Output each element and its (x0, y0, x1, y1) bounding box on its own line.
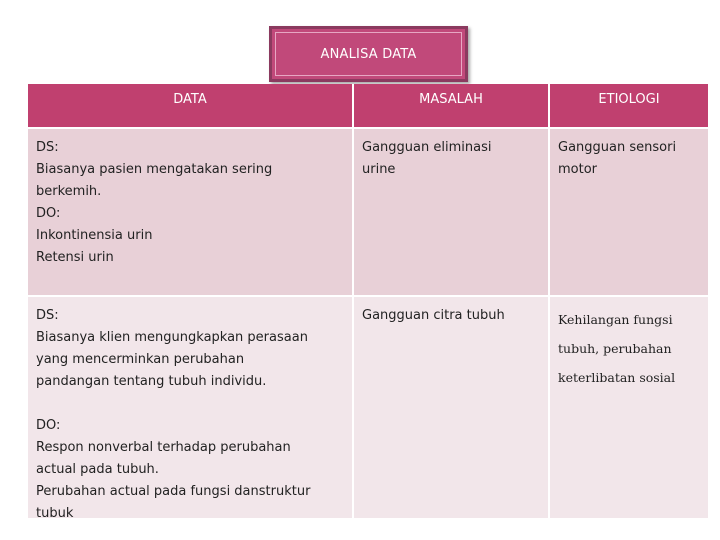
analysis-table (28, 84, 708, 521)
header-data-label: DATA (173, 92, 207, 107)
row1-data-line: DO: (36, 206, 61, 221)
row1-data-line: Retensi urin (36, 250, 114, 265)
row2-data-cell (28, 295, 354, 521)
row2-data-spacer (36, 393, 344, 415)
header-masalah-label: MASALAH (419, 92, 483, 107)
row2-data-line: Biasanya klien mengungkapkan perasaan (36, 330, 308, 345)
row1-etiologi-cell (550, 127, 708, 295)
row1-data-line: berkemih. (36, 184, 102, 199)
row2-data-line: yang mencerminkan perubahan (36, 352, 245, 367)
row2-data-line: DO: (36, 418, 61, 433)
row1-masalah-cell (354, 127, 550, 295)
row1-data-line: DS: (36, 140, 59, 155)
row2-etiologi-line: Kehilangan fungsi (558, 312, 673, 327)
row1-masalah-line: urine (362, 162, 396, 177)
row2-masalah-cell (354, 295, 550, 518)
row1-data-cell (28, 127, 354, 295)
header-masalah (354, 84, 550, 127)
row2-etiologi-line: tubuh, perubahan (558, 341, 672, 356)
row2-etiologi-line: keterlibatan sosial (558, 370, 676, 385)
row2-data-line: Perubahan actual pada fungsi danstruktur (36, 484, 311, 499)
row1-masalah-line: Gangguan eliminasi (362, 140, 492, 155)
page-title: ANALISA DATA (320, 46, 417, 62)
row2-data-line: DS: (36, 308, 59, 323)
title-box (269, 26, 468, 82)
header-etiologi-label: ETIOLOGI (598, 92, 660, 107)
row1-etiologi-line: Gangguan sensori (558, 140, 677, 155)
row2-data-line: actual pada tubuh. (36, 462, 159, 477)
row1-etiologi-line: motor (558, 162, 598, 177)
row2-data-line: tubuk (36, 506, 74, 521)
row1-data-line: Biasanya pasien mengatakan sering (36, 162, 273, 177)
row1-data-line: Inkontinensia urin (36, 228, 153, 243)
row2-data-line: Respon nonverbal terhadap perubahan (36, 440, 291, 455)
header-etiologi (550, 84, 708, 127)
row2-data-line: pandangan tentang tubuh individu. (36, 374, 267, 389)
row2-masalah-line: Gangguan citra tubuh (362, 308, 505, 323)
header-data (28, 84, 354, 127)
row2-etiologi-cell (550, 295, 708, 518)
